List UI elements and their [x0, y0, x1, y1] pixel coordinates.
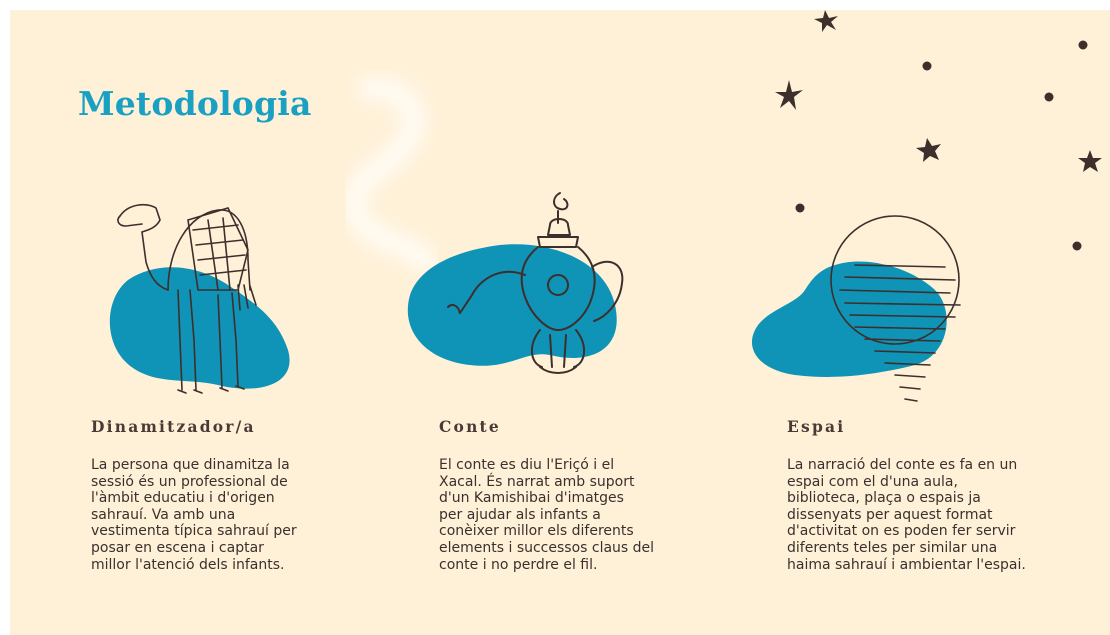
- card-body-conte: El conte es diu l'Eriçó i el Xacal. És narrat amb suport d'un Kamishibai d'imatges per ajudar als infants a conèixer millor els diferents elements i successos claus del conte i no perdre el fil.: [439, 457, 655, 573]
- card-heading-conte: Conte: [439, 417, 501, 436]
- page-title: Metodologia: [78, 84, 312, 123]
- star-icon: [814, 10, 838, 32]
- slide: [10, 10, 1110, 635]
- card-heading-dinamitzador: Dinamitzador/a: [91, 417, 256, 436]
- dot-icon: [1079, 41, 1088, 50]
- dot-icon: [923, 62, 932, 71]
- card-heading-espai: Espai: [787, 417, 846, 436]
- dot-icon: [1073, 242, 1082, 251]
- star-icon: [775, 80, 803, 110]
- card-body-dinamitzador: La persona que dinamitza la sessió és un professional de l'àmbit educatiu i d'origen sahrauí. Va amb una vestimenta típica sahrauí per posar en escena i captar millor l'atenció dels infants.: [91, 457, 297, 573]
- card-body-espai: La narració del conte es fa en un espai com el d'una aula, biblioteca, plaça o espais ja dissenyats per aquest format d'activitat on es poden fer servir diferents teles per similar una haima sahrauí i ambientar l'espai.: [787, 457, 1026, 573]
- teapot-icon: [400, 185, 640, 400]
- star-icon: [1078, 150, 1102, 172]
- moon-icon: [745, 205, 985, 415]
- camel-icon: [98, 190, 318, 400]
- star-icon: [916, 138, 941, 162]
- dot-icon: [1045, 93, 1054, 102]
